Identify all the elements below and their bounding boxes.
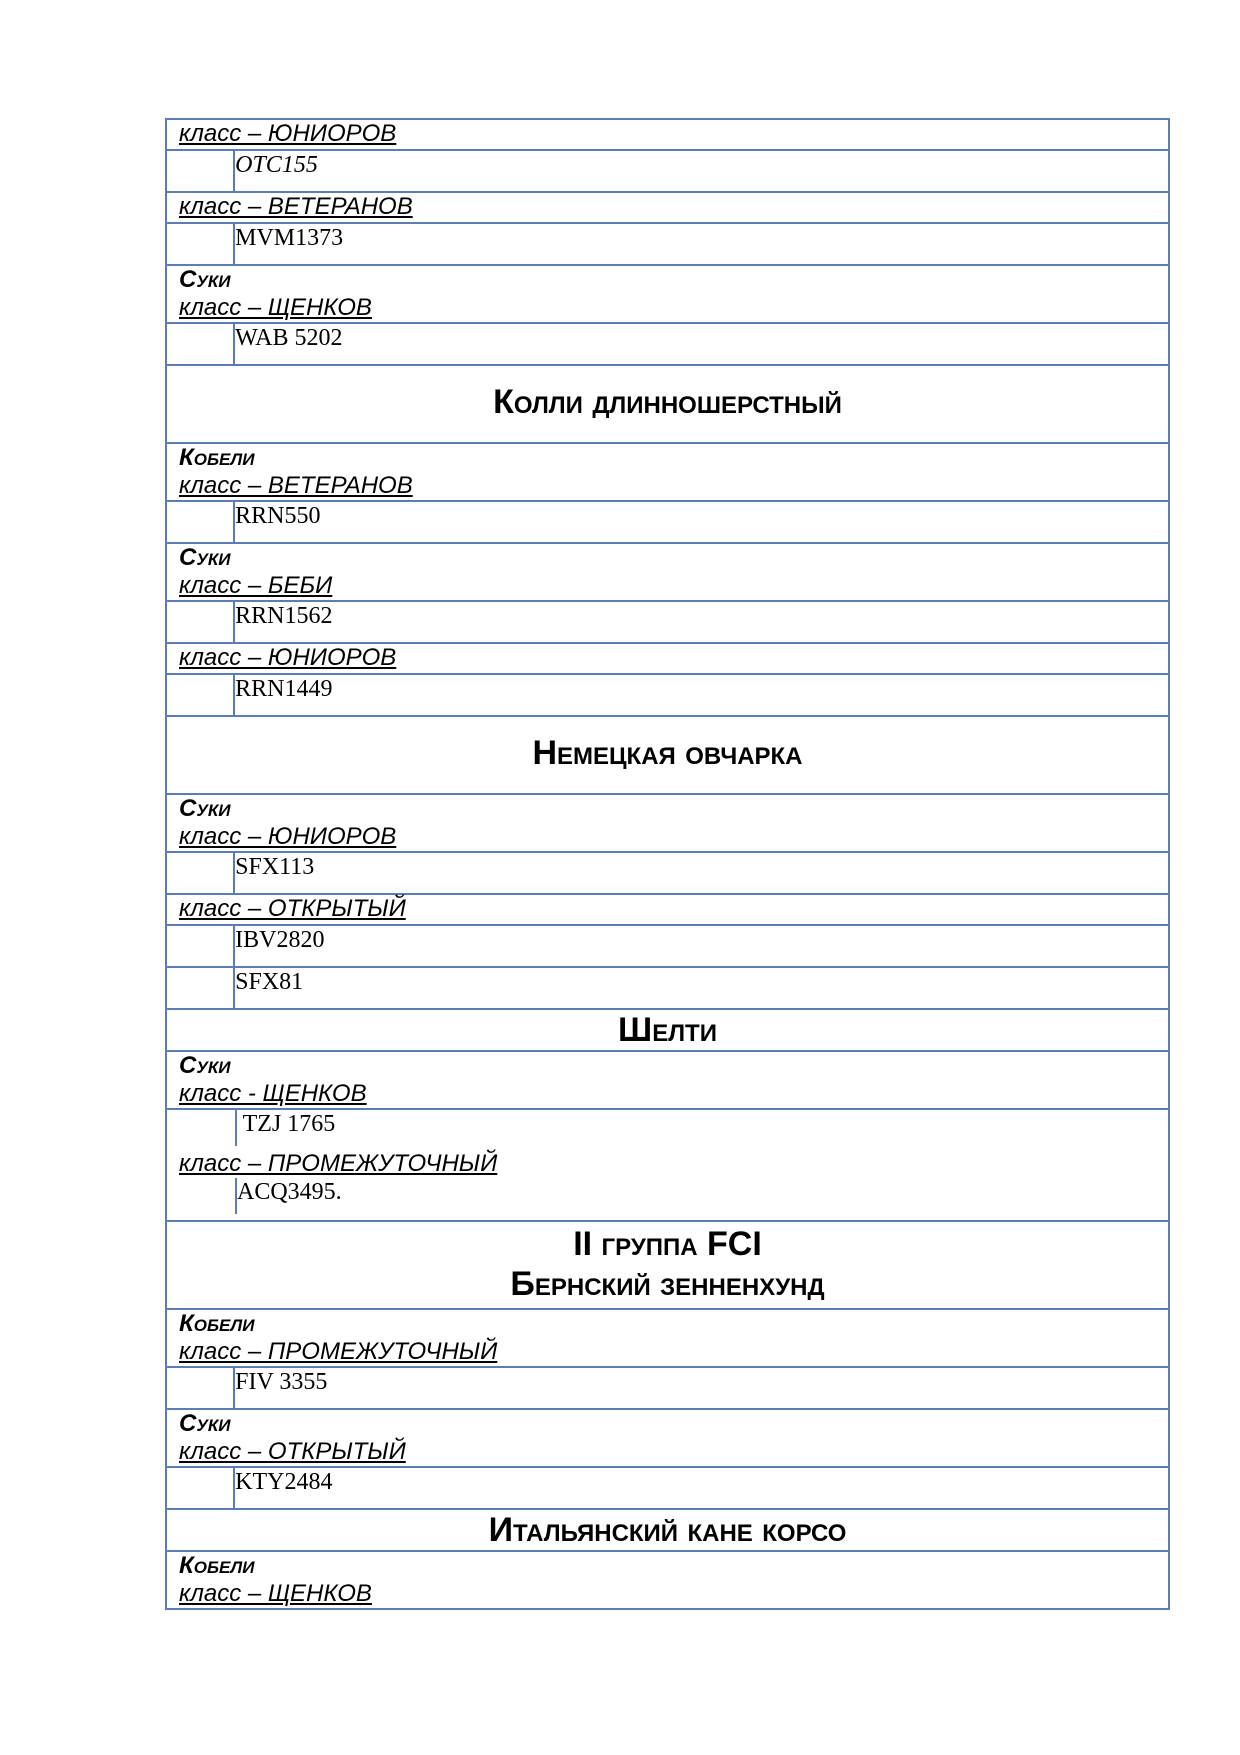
table-row <box>166 1221 1169 1309</box>
breed-title <box>166 716 1169 794</box>
blank-cell <box>166 223 234 265</box>
sex-class-cell <box>166 543 1169 601</box>
sex-label: Суки <box>179 1052 231 1079</box>
class-cell <box>166 894 1169 925</box>
breed-title <box>166 1509 1169 1551</box>
sex-class-cell <box>166 1551 1169 1609</box>
table-row <box>166 716 1169 794</box>
sex-label: Суки <box>179 266 231 293</box>
catalog-code: SFX81 <box>234 967 1169 1009</box>
catalog-code: ACQ3495. <box>237 1179 342 1205</box>
class-label: класс – ПРОМЕЖУТОЧНЫЙ <box>179 1150 498 1177</box>
breed-title <box>166 1009 1169 1051</box>
class-cell <box>166 643 1169 674</box>
catalog-table <box>165 118 1170 1610</box>
blank-cell <box>166 150 234 192</box>
catalog-code: MVM1373 <box>234 223 1169 265</box>
catalog-code: OTC155 <box>234 150 1169 192</box>
table-row <box>166 265 1169 323</box>
catalog-code: RRN1562 <box>234 601 1169 643</box>
catalog-code: KTY2484 <box>234 1467 1169 1509</box>
blank-cell <box>167 1110 236 1146</box>
class-label: класс – ОТКРЫТЫЙ <box>179 895 406 922</box>
blank-cell <box>166 674 234 716</box>
sex-label: Суки <box>179 544 231 571</box>
breed-title-line: Колли длинношерстный <box>493 383 842 421</box>
class-label: класс – БЕБИ <box>179 572 333 599</box>
sex-class-cell <box>166 794 1169 852</box>
table-row <box>166 1009 1169 1051</box>
blank-cell <box>166 852 234 894</box>
class-label: класс – ВЕТЕРАНОВ <box>179 193 413 220</box>
blank-cell <box>166 967 234 1009</box>
blank-cell <box>166 1367 234 1409</box>
catalog-code: WAB 5202 <box>234 323 1169 365</box>
table-row <box>166 894 1169 925</box>
table-row <box>166 1109 1169 1221</box>
table-row <box>166 323 1169 365</box>
catalog-code: RRN1449 <box>234 674 1169 716</box>
table-row <box>166 967 1169 1009</box>
sex-class-cell <box>166 1309 1169 1367</box>
table-row <box>166 1509 1169 1551</box>
combo-cell <box>166 1109 1169 1221</box>
table-row <box>166 150 1169 192</box>
table-row <box>166 852 1169 894</box>
class-label: класс - ЩЕНКОВ <box>179 1080 367 1107</box>
table-row <box>166 501 1169 543</box>
table-row <box>166 1309 1169 1367</box>
breed-title-line: Шелти <box>618 1011 717 1049</box>
table-row <box>166 674 1169 716</box>
catalog-code: SFX113 <box>234 852 1169 894</box>
class-label: класс – ЩЕНКОВ <box>179 294 372 321</box>
table-row <box>166 601 1169 643</box>
catalog-code: FIV 3355 <box>234 1367 1169 1409</box>
class-label: класс – ПРОМЕЖУТОЧНЫЙ <box>179 1338 498 1365</box>
nested-list <box>167 1110 1168 1214</box>
class-cell <box>166 192 1169 223</box>
table-row <box>166 1409 1169 1467</box>
sex-label: Суки <box>179 1410 231 1437</box>
sex-label: Кобели <box>179 1310 255 1337</box>
catalog-code: TZJ 1765 <box>237 1111 336 1137</box>
blank-cell <box>166 925 234 967</box>
table-row <box>166 119 1169 150</box>
table-row <box>166 223 1169 265</box>
table-row <box>166 1551 1169 1609</box>
table-row <box>166 543 1169 601</box>
sex-class-cell <box>166 443 1169 501</box>
sex-label: Кобели <box>179 1552 255 1579</box>
table-row <box>166 1367 1169 1409</box>
class-label: класс – ВЕТЕРАНОВ <box>179 472 413 499</box>
class-cell <box>166 119 1169 150</box>
breed-title <box>166 365 1169 443</box>
sex-class-cell <box>166 1409 1169 1467</box>
breed-title-line: II группа FCI <box>573 1225 762 1263</box>
blank-cell <box>167 1178 236 1214</box>
table-row <box>166 1467 1169 1509</box>
blank-cell <box>166 601 234 643</box>
table-row <box>166 643 1169 674</box>
sex-label: Суки <box>179 795 231 822</box>
table-row <box>166 443 1169 501</box>
blank-cell <box>166 1467 234 1509</box>
class-label: класс – ЮНИОРОВ <box>179 644 397 671</box>
catalog-code: IBV2820 <box>234 925 1169 967</box>
class-label: класс – ОТКРЫТЫЙ <box>179 1438 406 1465</box>
class-label: класс – ЮНИОРОВ <box>179 120 397 147</box>
sex-class-cell <box>166 265 1169 323</box>
class-label: класс – ЮНИОРОВ <box>179 823 397 850</box>
catalog-code: RRN550 <box>234 501 1169 543</box>
breed-title-line: Итальянский кане корсо <box>488 1511 847 1549</box>
breed-title <box>166 1221 1169 1309</box>
sex-class-cell <box>166 1051 1169 1109</box>
table-row <box>166 1051 1169 1109</box>
table-row <box>166 192 1169 223</box>
sex-label: Кобели <box>179 444 255 471</box>
table-row <box>166 925 1169 967</box>
class-cell <box>167 1146 1168 1178</box>
table-row <box>166 794 1169 852</box>
breed-title-line: Бернский зенненхунд <box>510 1265 825 1303</box>
blank-cell <box>166 501 234 543</box>
class-label: класс – ЩЕНКОВ <box>179 1580 372 1607</box>
table-row <box>166 365 1169 443</box>
blank-cell <box>166 323 234 365</box>
breed-title-line: Немецкая овчарка <box>532 734 803 772</box>
